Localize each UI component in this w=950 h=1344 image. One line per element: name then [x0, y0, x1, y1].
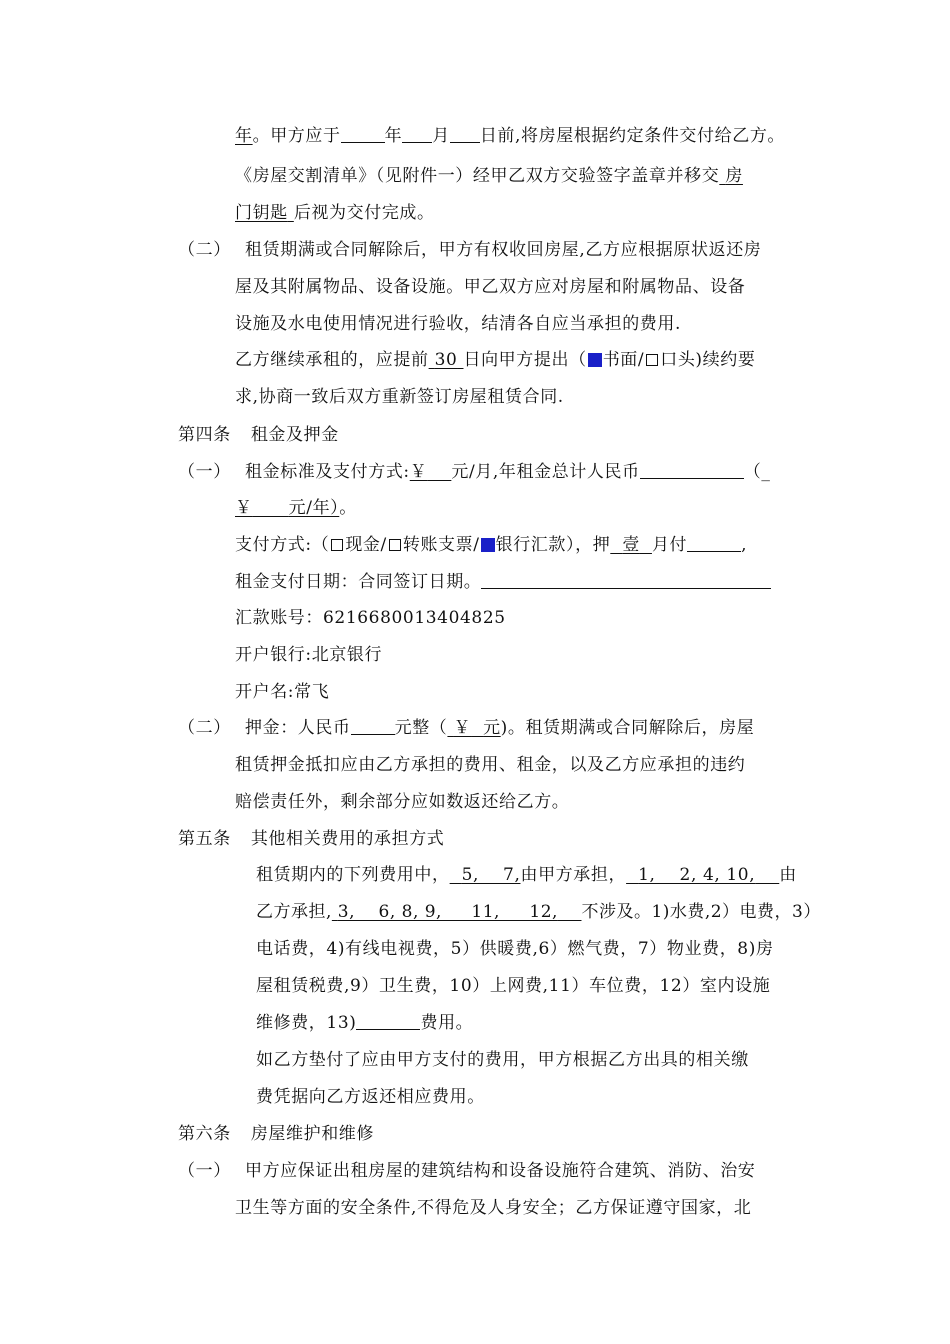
underlined-text — [410, 462, 452, 482]
text-line — [235, 164, 743, 188]
text: 求,协商一致后双方重新签订房屋租赁合同. — [235, 387, 564, 407]
text-line — [245, 716, 754, 740]
text: 支付方式:（ — [235, 535, 330, 555]
text: 乙方继续承租的，应提前 — [235, 350, 429, 370]
text: 1, 2, 4, 10, — [638, 865, 756, 885]
text-line — [235, 680, 329, 704]
text-line — [235, 496, 357, 520]
checkbox-cheque-icon[interactable] — [389, 539, 401, 551]
text: 由 — [779, 865, 797, 885]
fill-blank — [640, 461, 744, 479]
fill-blank — [450, 125, 480, 143]
text: 转账支票/ — [402, 535, 480, 555]
text: 赔偿责任外，剩余部分应如数返还给乙方。 — [235, 792, 570, 812]
checkbox-cash-icon[interactable] — [331, 539, 343, 551]
text: _ — [761, 462, 771, 482]
text-line — [235, 385, 564, 409]
text: 壹 — [622, 535, 640, 555]
underlined-text — [235, 203, 294, 223]
underlined-text — [450, 865, 521, 885]
text: 月 — [432, 126, 450, 146]
text: 费用。 — [420, 1013, 474, 1033]
text: 费凭据向乙方返还相应费用。 — [256, 1087, 485, 1107]
text-line — [235, 1196, 751, 1220]
clause-number: （一） — [178, 462, 231, 482]
text-line — [178, 716, 231, 740]
text: 租赁期内的下列费用中， — [256, 865, 450, 885]
text-line — [235, 790, 569, 814]
text-line — [178, 238, 231, 262]
text: 元/年） — [288, 498, 340, 518]
text: 元/月,年租金总计人民币 — [451, 462, 640, 482]
account-number: 汇款账号：6216680013404825 — [235, 608, 506, 628]
text: ￥ — [453, 718, 472, 738]
clause-number: （二） — [178, 240, 231, 260]
text: 元整（ — [394, 718, 448, 738]
article-title: 租金及押金 — [250, 425, 339, 445]
article-number: 第六条 — [178, 1124, 231, 1144]
underlined-text: 年 — [235, 126, 253, 146]
text-line — [235, 606, 506, 630]
text: 租金标准及支付方式: — [245, 462, 410, 482]
text: 日向甲方提出（ — [463, 350, 587, 370]
fill-blank — [481, 571, 771, 589]
text: 门钥匙 — [235, 203, 288, 223]
underlined-text — [332, 902, 582, 922]
article-number: 第四条 — [178, 425, 231, 445]
text-line — [235, 570, 771, 594]
text: 押金：人民币 — [245, 718, 351, 738]
text-line — [235, 643, 382, 667]
text: 后视为交付完成。 — [293, 203, 435, 223]
text: 月付 — [651, 535, 688, 555]
bank-name: 开户银行:北京银行 — [235, 645, 383, 665]
text: , — [741, 535, 748, 555]
text-line — [235, 124, 785, 148]
text-line — [178, 1159, 231, 1183]
underlined-text — [610, 535, 652, 555]
text-line — [235, 753, 745, 777]
text-line — [235, 201, 435, 225]
text: 由甲方承担， — [520, 865, 627, 885]
article-title: 其他相关费用的承担方式 — [250, 829, 445, 849]
text: 银行汇款），押 — [495, 535, 611, 555]
text-line — [235, 348, 755, 372]
text: )。租赁期满或合同解除后，房屋 — [500, 718, 755, 738]
text: 维修费，13) — [256, 1013, 357, 1033]
text: 屋租赁税费,9）卫生费，10）上网费,11）车位费，12）室内设施 — [256, 976, 771, 996]
article-title: 房屋维护和维修 — [250, 1124, 375, 1144]
text: 屋及其附属物品、设备设施。甲乙双方应对房屋和附属物品、设备 — [235, 277, 746, 297]
text-line — [245, 1159, 755, 1183]
text-line — [256, 974, 770, 998]
text: 现金/ — [345, 535, 387, 555]
text-line — [245, 460, 770, 484]
fill-blank — [341, 125, 385, 143]
checkbox-written-checked-icon[interactable] — [589, 354, 601, 366]
text-line — [256, 1011, 473, 1035]
account-holder: 开户名:常飞 — [235, 682, 330, 702]
fill-blank — [402, 125, 432, 143]
checkbox-verbal-icon[interactable] — [646, 354, 658, 366]
underlined-text — [719, 166, 743, 186]
article-number: 第五条 — [178, 829, 231, 849]
clause-number: （二） — [178, 718, 231, 738]
text: 书面/ — [602, 350, 645, 370]
text-line — [245, 238, 761, 262]
text: 3, 6, 8, 9, 11, 12, — [337, 902, 558, 922]
text: 年 — [384, 126, 403, 146]
text: 甲方应保证出租房屋的建筑结构和设备设施符合建筑、消防、治安 — [245, 1161, 756, 1181]
underlined-text — [235, 498, 339, 518]
text: 5, 7, — [461, 865, 521, 885]
text-line — [256, 1085, 485, 1109]
text: 卫生等方面的安全条件,不得危及人身安全；乙方保证遵守国家，北 — [235, 1198, 752, 1218]
text-line — [256, 900, 821, 924]
underlined-text — [447, 718, 500, 738]
fill-blank — [356, 1012, 420, 1030]
text: 房 — [725, 166, 743, 186]
text-line — [178, 460, 231, 484]
fill-blank — [687, 534, 741, 552]
text: 乙方承担, — [256, 902, 332, 922]
text: 不涉及。1)水费,2）电费，3） — [581, 902, 821, 922]
text: 租金支付日期：合同签订日期。 — [235, 572, 482, 592]
text: 电话费，4)有线电视费，5）供暖费,6）燃气费，7）物业费，8)房 — [256, 939, 774, 959]
underlined-text — [626, 865, 779, 885]
article-heading — [178, 423, 339, 447]
clause-number: （一） — [178, 1161, 231, 1181]
text: 30 — [434, 350, 458, 370]
text: 口头)续约要 — [660, 350, 756, 370]
text-line — [256, 1048, 749, 1072]
text: ￥ — [235, 498, 253, 518]
text: 。甲方应于 — [252, 126, 341, 146]
text: 租赁期满或合同解除后，甲方有权收回房屋,乙方应根据原状返还房 — [245, 240, 762, 260]
text: （ — [743, 462, 762, 482]
text: 《房屋交割清单》（见附件一）经甲乙双方交验签字盖章并移交 — [235, 166, 720, 186]
text: 元 — [483, 718, 501, 738]
article-heading — [178, 827, 444, 851]
text-line — [235, 312, 681, 336]
text-line — [256, 937, 774, 961]
text-line — [235, 275, 745, 299]
text: ￥ — [409, 462, 428, 482]
text-line — [256, 863, 797, 887]
text: 如乙方垫付了应由甲方支付的费用，甲方根据乙方出具的相关缴 — [256, 1050, 749, 1070]
article-heading — [178, 1122, 374, 1146]
fill-blank — [351, 717, 395, 735]
text: 。 — [339, 498, 357, 518]
text-line — [235, 533, 747, 557]
text: 日前,将房屋根据约定条件交付给乙方。 — [479, 126, 786, 146]
checkbox-bank-transfer-checked-icon[interactable] — [482, 539, 494, 551]
text: 设施及水电使用情况进行验收，结清各自应当承担的费用. — [235, 314, 682, 334]
text: 租赁押金抵扣应由乙方承担的费用、租金，以及乙方应承担的违约 — [235, 755, 746, 775]
underlined-text — [429, 350, 464, 370]
